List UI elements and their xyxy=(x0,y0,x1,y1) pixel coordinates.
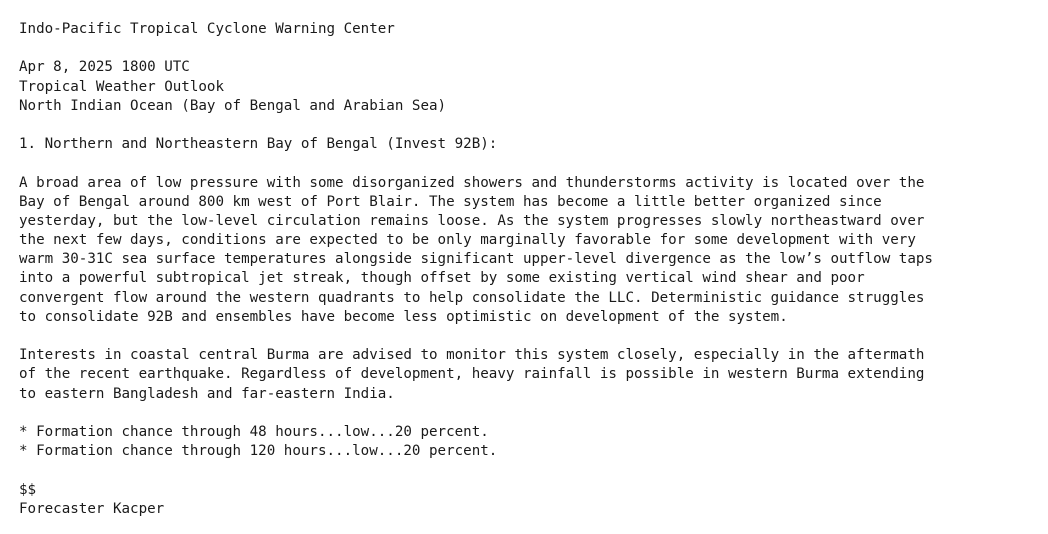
discussion-line: into a powerful subtropical jet streak, though offset by some existing vertical wind shear and poor xyxy=(19,270,865,287)
blank-line xyxy=(19,327,1048,346)
blank-line xyxy=(19,404,1048,423)
discussion-line: convergent flow around the western quadrants to help consolidate the LLC. Deterministic guidance struggles xyxy=(19,289,925,306)
formation-chance-48h: * Formation chance through 48 hours...low...20 percent. xyxy=(19,423,489,440)
issue-datetime: Apr 8, 2025 1800 UTC xyxy=(19,59,190,76)
blank-line xyxy=(19,116,1048,135)
forecaster-signature: Forecaster Kacper xyxy=(19,500,165,517)
discussion-line: yesterday, but the low-level circulation remains loose. As the system progresses slowly northeastward over xyxy=(19,212,925,229)
system-heading: 1. Northern and Northeastern Bay of Bengal (Invest 92B): xyxy=(19,136,498,153)
interests-line: to eastern Bangladesh and far-eastern India. xyxy=(19,385,395,402)
blank-line xyxy=(19,154,1048,173)
discussion-line: Bay of Bengal around 800 km west of Port Blair. The system has become a little better organized since xyxy=(19,193,882,210)
discussion-line: the next few days, conditions are expected to be only marginally favorable for some development with very xyxy=(19,232,916,249)
blank-line xyxy=(19,39,1048,58)
basin-name: North Indian Ocean (Bay of Bengal and Arabian Sea) xyxy=(19,97,447,114)
interests-line: of the recent earthquake. Regardless of development, heavy rainfall is possible in western Burma extending xyxy=(19,366,925,383)
interests-line: Interests in coastal central Burma are advised to monitor this system closely, especially in the aftermath xyxy=(19,347,925,364)
center-name: Indo-Pacific Tropical Cyclone Warning Center xyxy=(19,21,395,37)
blank-line xyxy=(19,461,1048,480)
product-title: Tropical Weather Outlook xyxy=(19,78,224,95)
discussion-line: A broad area of low pressure with some disorganized showers and thunderstorms activity is located over the xyxy=(19,174,925,191)
discussion-line: to consolidate 92B and ensembles have become less optimistic on development of the system. xyxy=(19,308,788,325)
bulletin-terminator: $$ xyxy=(19,481,37,498)
discussion-line: warm 30-31C sea surface temperatures alongside significant upper-level divergence as the low’s outflow taps xyxy=(19,251,933,268)
formation-chance-120h: * Formation chance through 120 hours...low...20 percent. xyxy=(19,443,498,460)
